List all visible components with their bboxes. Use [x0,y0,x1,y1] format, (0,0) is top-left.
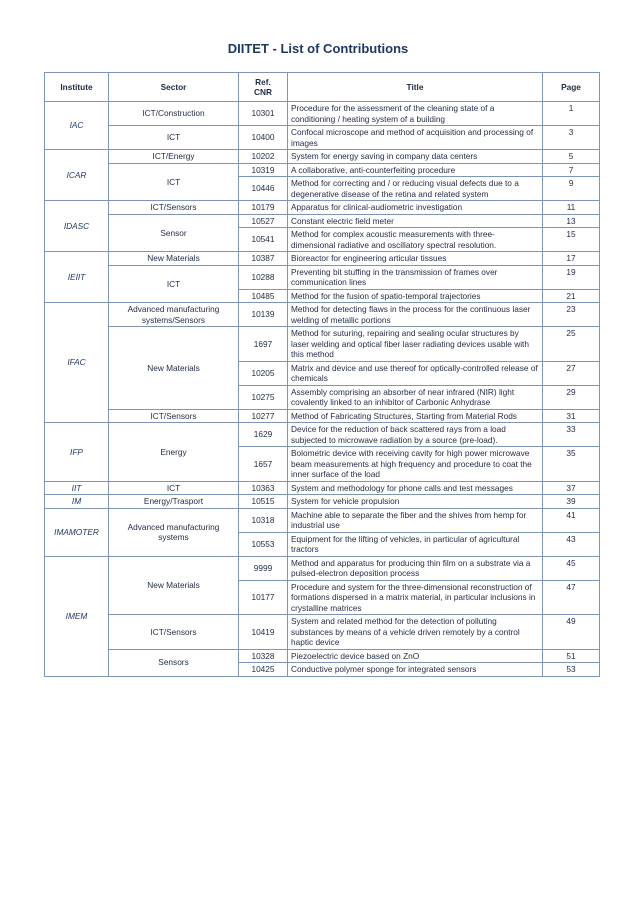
title-cell: Machine able to separate the fiber and the shives from hemp for industrial use [288,508,543,532]
page-cell: 13 [543,214,600,228]
institute-cell: IM [45,495,109,509]
title-cell: Preventing bit stuffing in the transmission of frames over communication lines [288,265,543,289]
title-cell: Method and apparatus for producing thin film on a substrate via a pulsed-electron deposition process [288,556,543,580]
title-cell: System and related method for the detection of polluting substances by means of a vehicle driven remotely by a control haptic device [288,615,543,650]
sector-cell: ICT/Energy [109,150,239,164]
table-row [45,252,600,266]
title-cell: Bolometric device with receiving cavity for high power microwave beam measurements at high frequency and procedure to coat the inner surface of the load [288,447,543,482]
sector-cell: Sensor [109,214,239,252]
ref-cnr-cell: 10328 [239,649,288,663]
ref-cnr-cell: 10205 [239,361,288,385]
page-title: DIITET - List of Contributions [227,41,409,56]
header-institute: Institute [45,73,109,102]
sector-cell: ICT/Sensors [109,201,239,215]
ref-cnr-cell: 10301 [239,102,288,126]
title-cell: Method of Fabricating Structures, Starting from Material Rods [288,409,543,423]
header-page: Page [543,73,600,102]
table-row [45,201,600,215]
page-cell: 11 [543,201,600,215]
page-cell: 35 [543,447,600,482]
institute-cell: ICAR [45,150,109,201]
title-cell: System for vehicle propulsion [288,495,543,509]
title-cell: Confocal microscope and method of acquisition and processing of images [288,126,543,150]
ref-cnr-cell: 10387 [239,252,288,266]
institute-cell: IMEM [45,556,109,676]
sector-cell: Energy/Trasport [109,495,239,509]
ref-cnr-cell: 10139 [239,303,288,327]
page-cell: 41 [543,508,600,532]
title-cell: Method for the fusion of spatio-temporal trajectories [288,289,543,303]
ref-cnr-cell: 10425 [239,663,288,677]
sector-cell: ICT/Sensors [109,409,239,423]
sector-cell: Advanced manufacturing systems [109,508,239,556]
title-cell: Bioreactor for engineering articular tissues [288,252,543,266]
sector-cell: New Materials [109,327,239,410]
page-cell: 31 [543,409,600,423]
sector-cell: Energy [109,423,239,482]
page-cell: 29 [543,385,600,409]
contributions-table [44,72,600,677]
title-cell: A collaborative, anti-counterfeiting procedure [288,163,543,177]
institute-cell: IFAC [45,303,109,423]
title-cell: Procedure and system for the three-dimensional reconstruction of formations dispersed in a matrix material, in particular inclusions in crystalline matrices [288,580,543,615]
page-cell: 15 [543,228,600,252]
title-cell: System for energy saving in company data centers [288,150,543,164]
title-cell: Method for suturing, repairing and sealing ocular structures by laser welding and optical fiber laser radiating devices usable with this method [288,327,543,362]
ref-cnr-cell: 10515 [239,495,288,509]
sector-cell: Sensors [109,649,239,676]
ref-cnr-cell: 10419 [239,615,288,650]
title-cell: Apparatus for clinical-audiometric investigation [288,201,543,215]
ref-cnr-cell: 9999 [239,556,288,580]
ref-cnr-cell: 1629 [239,423,288,447]
title-cell: Method for complex acoustic measurements with three-dimensional radiative and oscillatory spectral resolution. [288,228,543,252]
title-cell: Conductive polymer sponge for integrated sensors [288,663,543,677]
title-cell: Method for detecting flaws in the process for the continuous laser welding of metallic portions [288,303,543,327]
header-ref-line1: Ref. [255,76,271,87]
institute-cell: IAC [45,102,109,150]
page-cell: 33 [543,423,600,447]
ref-cnr-cell: 10541 [239,228,288,252]
institute-cell: IEIIT [45,252,109,303]
page-cell: 45 [543,556,600,580]
page-cell: 49 [543,615,600,650]
ref-cnr-cell: 10202 [239,150,288,164]
sector-cell: ICT [109,163,239,201]
ref-cnr-cell: 10275 [239,385,288,409]
ref-cnr-cell: 10363 [239,481,288,495]
ref-cnr-cell: 10318 [239,508,288,532]
institute-cell: IDASC [45,201,109,252]
page-cell: 43 [543,532,600,556]
table-row [45,649,600,663]
sector-cell: ICT [109,126,239,150]
ref-cnr-cell: 10179 [239,201,288,215]
header-ref-line2: CNR [254,87,272,97]
page-cell: 7 [543,163,600,177]
page-cell: 19 [543,265,600,289]
page-cell: 27 [543,361,600,385]
institute-cell: IMAMOTER [45,508,109,556]
header-title: Title [288,73,543,102]
title-cell: Device for the reduction of back scattered rays from a load subjected to microwave radiation by a source (pre-load). [288,423,543,447]
table-row [45,495,600,509]
header-sector: Sector [109,73,239,102]
page-cell: 9 [543,177,600,201]
ref-cnr-cell: 10485 [239,289,288,303]
table-row [45,102,600,126]
page-cell: 23 [543,303,600,327]
sector-cell: Advanced manufacturing systems/Sensors [109,303,239,327]
sector-cell: ICT [109,481,239,495]
institute-cell: IFP [45,423,109,482]
table-body [45,102,600,677]
title-cell: Matrix and device and use thereof for optically-controlled release of chemicals [288,361,543,385]
ref-cnr-cell: 10400 [239,126,288,150]
table-row [45,303,600,327]
page-cell: 17 [543,252,600,266]
sector-cell: New Materials [109,252,239,266]
table-row [45,615,600,650]
table-row [45,265,600,289]
table-row [45,481,600,495]
ref-cnr-cell: 10177 [239,580,288,615]
table-row [45,556,600,580]
header-ref-cnr [239,73,288,102]
ref-cnr-cell: 1657 [239,447,288,482]
ref-cnr-cell: 10527 [239,214,288,228]
title-cell: Piezoelectric device based on ZnO [288,649,543,663]
title-cell: Procedure for the assessment of the cleaning state of a conditioning / heating system of a building [288,102,543,126]
sector-cell: ICT/Sensors [109,615,239,650]
page-cell: 25 [543,327,600,362]
page-cell: 21 [543,289,600,303]
page-cell: 53 [543,663,600,677]
sector-cell: ICT/Construction [109,102,239,126]
page-cell: 39 [543,495,600,509]
ref-cnr-cell: 10553 [239,532,288,556]
title-cell: Equipment for the lifting of vehicles, in particular of agricultural tractors [288,532,543,556]
page-cell: 37 [543,481,600,495]
title-cell: Assembly comprising an absorber of near infrared (NIR) light covalently linked to an inhibitor of Carbonic Anhydrase [288,385,543,409]
table-row [45,508,600,532]
ref-cnr-cell: 10277 [239,409,288,423]
table-row [45,150,600,164]
page-cell: 5 [543,150,600,164]
ref-cnr-cell: 10446 [239,177,288,201]
sector-cell: ICT [109,265,239,303]
title-cell: Constant electric field meter [288,214,543,228]
ref-cnr-cell: 10319 [239,163,288,177]
page-cell: 51 [543,649,600,663]
title-cell: System and methodology for phone calls and test messages [288,481,543,495]
page-cell: 3 [543,126,600,150]
ref-cnr-cell: 1697 [239,327,288,362]
title-cell: Method for correcting and / or reducing visual defects due to a degenerative disease of the retina and related system [288,177,543,201]
table-row [45,409,600,423]
sector-cell: New Materials [109,556,239,615]
page-cell: 47 [543,580,600,615]
header-row [45,73,600,102]
table-row [45,423,600,447]
table-row [45,126,600,150]
page-cell: 1 [543,102,600,126]
table-row [45,163,600,177]
table-row [45,327,600,362]
table-row [45,214,600,228]
ref-cnr-cell: 10288 [239,265,288,289]
institute-cell: IIT [45,481,109,495]
